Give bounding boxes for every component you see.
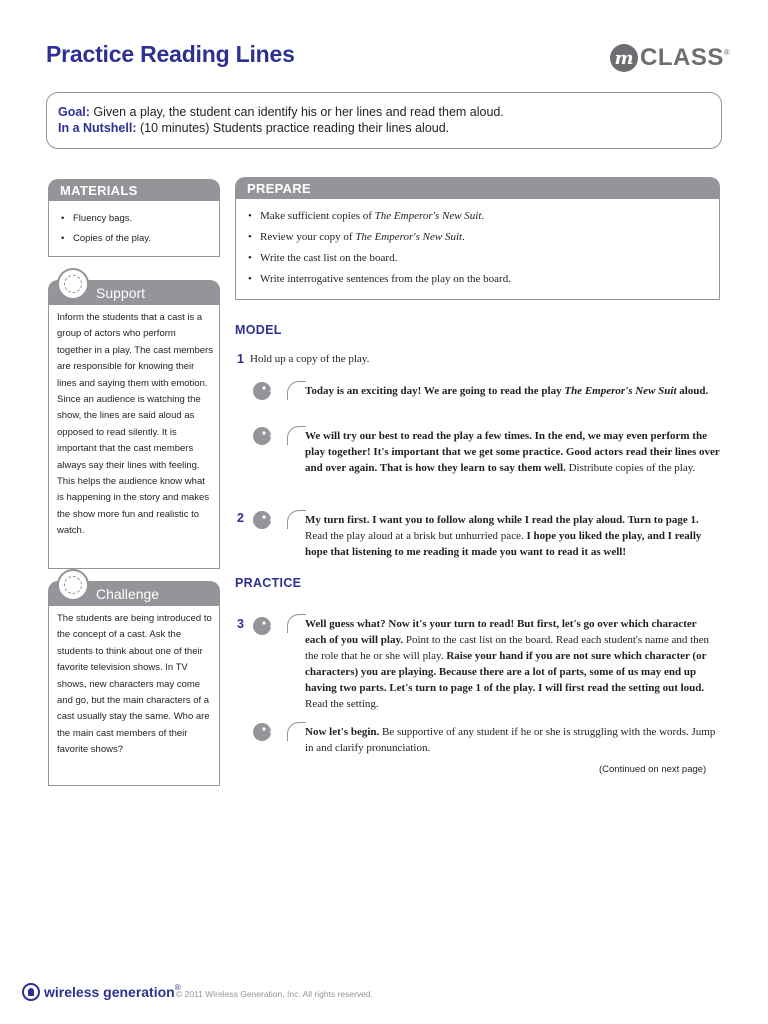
speech-direction: Point to the cast list on the board. Read each student's name and then the role that he or she will play.	[305, 634, 710, 662]
speech-bold: Today is an exciting day! We are going to read the play	[305, 385, 565, 397]
speech-bold: Now let's begin.	[305, 726, 380, 738]
challenge-heading: Challenge	[48, 581, 220, 606]
copyright: © 2011 Wireless Generation, Inc. All rights reserved.	[176, 989, 373, 999]
goal-text: Given a play, the student can identify his or her lines and read them aloud.	[89, 105, 504, 119]
speech-direction: Read the setting.	[305, 698, 379, 710]
dial-icon	[57, 268, 89, 300]
prepare-item	[246, 227, 719, 248]
prepare-panel	[235, 199, 720, 300]
model-heading: MODEL	[235, 323, 282, 337]
materials-item: • Fluency bags.	[59, 209, 219, 229]
materials-panel	[48, 201, 220, 257]
speech-bold: We will try our best to read the play a few times. In the end, we may even perform the play together! It's important that we get some practice. Good actors read their lines over and over again. That is how they learn to say them well.	[305, 430, 720, 474]
nutshell-label: In a Nutshell:	[58, 121, 137, 135]
practice-heading: PRACTICE	[235, 576, 302, 590]
prepare-item-text: .	[462, 231, 465, 243]
speech-bold: Well guess what? Now it's your turn to read! But first, let's go over which character each of you will play.	[305, 618, 697, 646]
speech-head-icon	[252, 615, 274, 637]
continued-note: (Continued on next page)	[599, 764, 707, 775]
goal-line	[58, 104, 721, 120]
goal-label: Goal:	[58, 105, 90, 119]
speech-head-icon	[252, 721, 274, 743]
speech-bold: My turn first. I want you to follow along while I read the play aloud. Turn to page 1.	[305, 514, 699, 526]
teacher-speech	[295, 426, 720, 476]
mclass-logo	[610, 44, 730, 72]
step-text: Hold up a copy of the play.	[250, 353, 370, 365]
prepare-item: • Write interrogative sentences from the play on the board.	[246, 269, 719, 290]
speech-head-icon	[252, 380, 274, 402]
dial-icon	[57, 569, 89, 601]
step-number: 2	[237, 511, 244, 525]
play-title: The Emperor's New Suit	[374, 210, 482, 222]
speech-head-icon	[252, 425, 274, 447]
materials-list	[59, 209, 219, 249]
prepare-item: • Write the cast list on the board.	[246, 248, 719, 269]
speech-bold: aloud.	[676, 385, 709, 397]
speech-bold: I hope you liked the play, and I really hope that listening to me reading it made you want to read it as well!	[305, 530, 702, 558]
prepare-item-text: Make sufficient copies of	[260, 210, 375, 222]
teacher-speech	[295, 614, 720, 712]
mclass-logo-text: CLASS	[640, 44, 724, 71]
support-heading: Support	[48, 280, 220, 305]
support-text: Inform the students that a cast is a group of actors who perform together in a play. The cast members are responsible for knowing their lines and saying them with emotion. Since an audience is watching the show, the lines are said aloud as opposed to read silently. It is important that the cast members always say their lines with feeling. This helps the audience know what is happening in the story and makes the show more fun and realistic to watch.	[48, 305, 220, 569]
registered-mark: ®	[174, 983, 181, 992]
step-number: 3	[237, 617, 244, 631]
mclass-logo-icon: m	[610, 44, 638, 72]
prepare-item-text: Review your copy of	[260, 231, 356, 243]
prepare-item	[246, 206, 719, 227]
goal-box	[46, 92, 722, 149]
materials-heading: MATERIALS	[48, 179, 220, 201]
nutshell-line	[58, 120, 721, 136]
materials-item: • Copies of the play.	[59, 229, 219, 249]
play-title: The Emperor's New Suit	[355, 231, 463, 243]
speech-direction: Distribute copies of the play.	[565, 462, 696, 474]
play-title: The Emperor's New Suit	[564, 385, 677, 397]
teacher-speech	[295, 510, 720, 560]
registered-mark: ®	[723, 48, 730, 57]
challenge-text: The students are being introduced to the concept of a cast. Ask the students to think about one of their favorite television shows. In TV shows, new characters may come and go, but the main characters of a cast usually stay the same. Who are the main cast members of their favorite shows?	[48, 606, 220, 786]
speech-direction: Be supportive of any student if he or she is struggling with the words. Jump in and clarify pronunciation.	[305, 726, 716, 754]
wireless-generation-logo-icon	[22, 983, 40, 1001]
step-number: 1	[237, 352, 244, 366]
wireless-generation-logo	[22, 983, 181, 1001]
prepare-list	[246, 206, 719, 290]
speech-head-icon	[252, 509, 274, 531]
page-title: Practice Reading Lines	[46, 41, 295, 67]
prepare-item-text: .	[481, 210, 485, 222]
footer-brand: wireless generation	[44, 984, 175, 1000]
speech-direction: Read the play aloud at a brisk but unhurried pace.	[305, 530, 527, 542]
speech-bold: Raise your hand if you are not sure which character (or characters) you are playing. Because there are a lot of parts, some of us may end up having two parts. Let's turn to page 1 of the play. I will first read the setting out loud.	[305, 650, 707, 694]
nutshell-text: (10 minutes) Students practice reading their lines aloud.	[136, 121, 450, 135]
teacher-speech	[295, 722, 720, 756]
teacher-speech	[295, 381, 720, 399]
prepare-heading: PREPARE	[235, 177, 720, 199]
